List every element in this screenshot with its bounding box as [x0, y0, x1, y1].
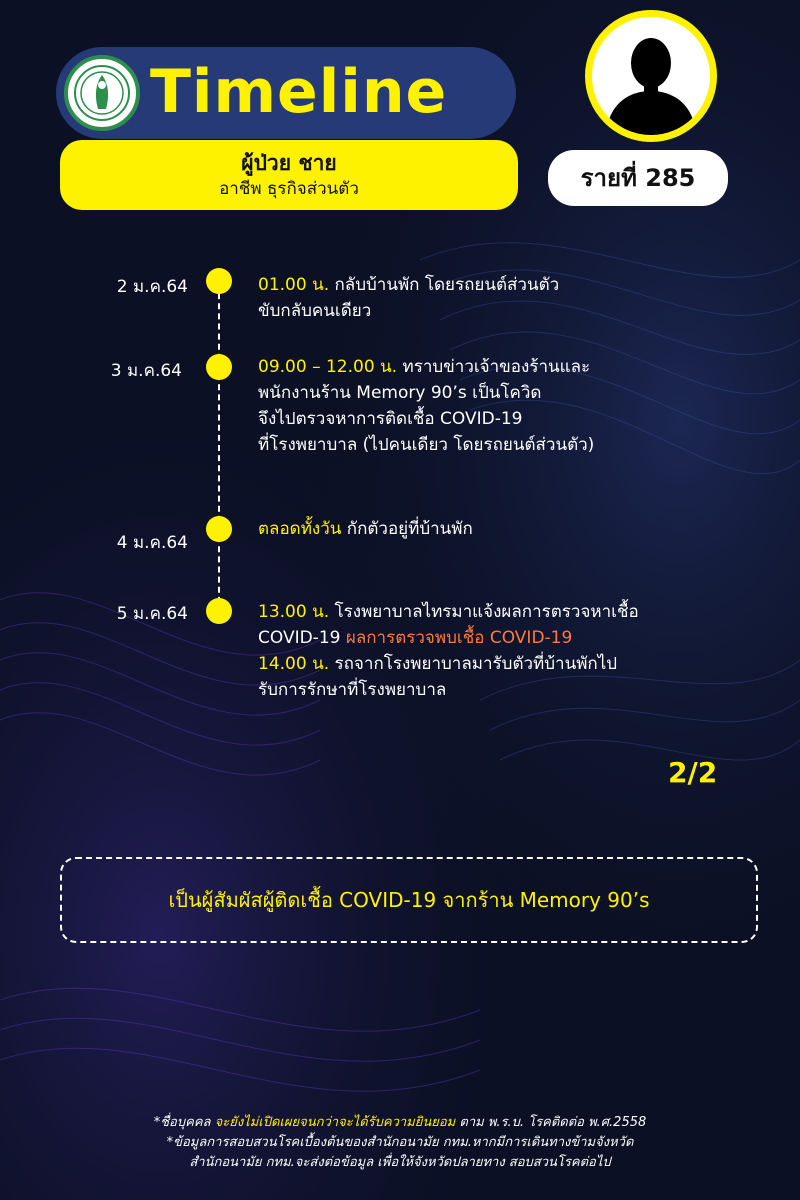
timeline-entry: [258, 516, 758, 542]
contact-note-box: [60, 857, 758, 943]
entry-text: โรงพยาบาลไทรมาแจ้งผลการตรวจหาเชื้อ: [329, 602, 639, 622]
timeline-entry: [258, 599, 758, 703]
footnote-suffix: ตาม พ.ร.บ. โรคติดต่อ พ.ศ.2558: [455, 1115, 647, 1130]
entry-text: COVID-19: [258, 628, 346, 648]
footnote-line3: สำนักอนามัย กทม.จะส่งต่อข้อมูล เพื่อให้จังหวัดปลายทาง สอบสวนโรคต่อไป: [189, 1155, 611, 1170]
entry-text: ทราบข่าวเจ้าของร้านและ: [397, 357, 591, 377]
entry-time: 01.00 น.: [258, 275, 330, 295]
entry-text: รับการรักษาที่โรงพยาบาล: [258, 680, 447, 700]
timeline-dot: [206, 354, 232, 380]
footnote-line2: *ข้อมูลการสอบสวนโรคเบื้องต้นของสำนักอนามัย กทม.หากมีการเดินทางข้ามจังหวัด: [166, 1135, 634, 1150]
contact-note: เป็นผู้สัมผัสผู้ติดเชื้อ COVID-19 จากร้าน Memory 90’s: [168, 888, 650, 912]
entry-time: 14.00 น.: [258, 654, 330, 674]
person-silhouette-icon: [585, 10, 717, 142]
entry-time: ตลอดทั้งวัน: [258, 519, 342, 539]
timeline-line: [218, 283, 220, 613]
timeline-date: 2 ม.ค.64: [116, 277, 188, 297]
timeline-dot: [206, 268, 232, 294]
footnote-highlight: จะยังไม่เปิดเผยจนกว่าจะได้รับความยินยอม: [214, 1115, 456, 1130]
entry-text: กักตัวอยู่ที่บ้านพัก: [341, 519, 473, 539]
timeline-date: 3 ม.ค.64: [110, 361, 182, 381]
page-indicator: 2/2: [668, 756, 718, 789]
entry-text: ที่โรงพยาบาล (ไปคนเดียว โดยรถยนต์ส่วนตัว): [258, 435, 595, 455]
entry-text: พนักงานร้าน Memory 90’s เป็นโควิด: [258, 383, 542, 403]
patient-gender: ผู้ป่วย ชาย: [241, 151, 337, 175]
entry-text: ขับกลับคนเดียว: [258, 301, 372, 321]
timeline-dot: [206, 598, 232, 624]
entry-text: จึงไปตรวจหาการติดเชื้อ COVID-19: [258, 409, 523, 429]
timeline-entry: [258, 272, 758, 324]
entry-text: กลับบ้านพัก โดยรถยนต์ส่วนตัว: [329, 275, 560, 295]
entry-time: 13.00 น.: [258, 602, 330, 622]
timeline-date: 5 ม.ค.64: [116, 604, 188, 624]
case-number-badge: รายที่ 285: [548, 150, 728, 206]
timeline-dot: [206, 516, 232, 542]
timeline-date: 4 ม.ค.64: [116, 533, 188, 553]
bangkok-seal-icon: [64, 55, 140, 131]
page-title: Timeline: [150, 57, 448, 127]
entry-text: รถจากโรงพยาบาลมารับตัวที่บ้านพักไป: [329, 654, 618, 674]
patient-occupation: อาชีพ ธุรกิจส่วนตัว: [219, 179, 359, 199]
footnote: [40, 1113, 760, 1173]
footnote-prefix: *ชื่อบุคคล: [153, 1115, 215, 1130]
timeline-entry: [258, 354, 758, 458]
patient-info-box: [60, 140, 518, 210]
entry-alert: ผลการตรวจพบเชื้อ COVID-19: [345, 628, 573, 648]
entry-time: 09.00 – 12.00 น.: [258, 357, 398, 377]
